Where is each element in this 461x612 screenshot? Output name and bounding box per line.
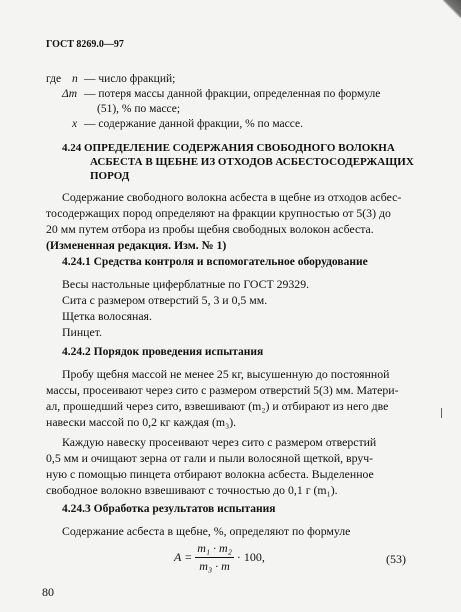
definition-lead: где (46, 73, 62, 85)
paragraph-line: тосодержащих пород определяют на фракции крупностью от 5(3) до (46, 206, 391, 220)
list-item: Весы настольные циферблатные по ГОСТ 29329. (62, 277, 310, 291)
definition-text-n: — число фракций; (84, 73, 176, 85)
formula-intro: Содержание асбеста в щебне, %, определяют по формуле (62, 524, 351, 538)
page-number: 80 (42, 585, 54, 599)
formula-fraction (195, 541, 234, 574)
subsection-title-procedure: 4.24.2 Порядок проведения испытания (62, 346, 264, 358)
list-item: Сита с размером отверстий 5, 3 и 0,5 мм. (62, 293, 268, 307)
formula-53 (174, 541, 265, 574)
definition-text-dm: — потеря массы данной фракции, определенная по формуле (84, 88, 381, 100)
formula-lhs: A = (174, 550, 193, 564)
list-item: Пинцет. (62, 325, 102, 339)
margin-mark (441, 408, 442, 418)
scan-corner-shadow (443, 0, 461, 18)
page-header: ГОСТ 8269.0—97 (46, 39, 124, 50)
definition-symbol-dm: Δm (62, 88, 78, 100)
paragraph-line: 20 мм путем отбора из пробы щебня свободных волокон асбеста. (46, 222, 374, 236)
paragraph-line: навески массой по 0,2 кг каждая (m₃). (46, 415, 237, 429)
section-title-line: АСБЕСТА В ЩЕБНЕ ИЗ ОТХОДОВ АСБЕСТОСОДЕРЖАЩИХ (90, 156, 414, 168)
definition-text-dm-cont: (51), % по массе; (97, 103, 181, 115)
paragraph-line: свободное волокно взвешивают с точностью до 0,1 г (m₁). (46, 483, 338, 497)
edition-note: (Измененная редакция. Изм. № 1) (46, 238, 227, 252)
paragraph-line: Каждую навеску просеивают через сито с размером отверстий (62, 435, 377, 449)
paragraph-line: ал, прошедший через сито, взвешивают (m₂) и отбирают из него две (46, 399, 389, 413)
formula-numerator: m₁ · m₂ (195, 541, 234, 558)
formula-number: (53) (386, 552, 406, 566)
section-title-line: 4.24 ОПРЕДЕЛЕНИЕ СОДЕРЖАНИЯ СВОБОДНОГО ВОЛОКНА (62, 142, 395, 154)
formula-tail: · 100, (236, 550, 265, 564)
list-item: Щетка волосяная. (62, 309, 152, 323)
subsection-title-equipment: 4.24.1 Средства контроля и вспомогательное оборудование (62, 256, 368, 268)
section-title-line: ПОРОД (90, 170, 130, 182)
definition-text-x: — содержание данной фракции, % по массе. (84, 118, 303, 130)
subsection-title-results: 4.24.3 Обработка результатов испытания (62, 503, 276, 515)
paragraph-line: ную с помощью пинцета отбирают волокна асбеста. Выделенное (46, 467, 374, 481)
paragraph-line: Содержание свободного волокна асбеста в щебне из отходов асбес- (62, 190, 402, 204)
paragraph-line: 0,5 мм и очищают зерна от гали и пыли волосяной щеткой, вруч- (46, 451, 374, 465)
definition-symbol-n: n (72, 73, 78, 85)
definition-symbol-x: x (72, 118, 78, 130)
formula-denominator: m₃ · m (199, 559, 230, 573)
paragraph-line: Пробу щебня массой не менее 25 кг, высушенную до постоянной (62, 367, 390, 381)
paragraph-line: массы, просеивают через сито с размером отверстий 5(3) мм. Матери- (46, 383, 399, 397)
